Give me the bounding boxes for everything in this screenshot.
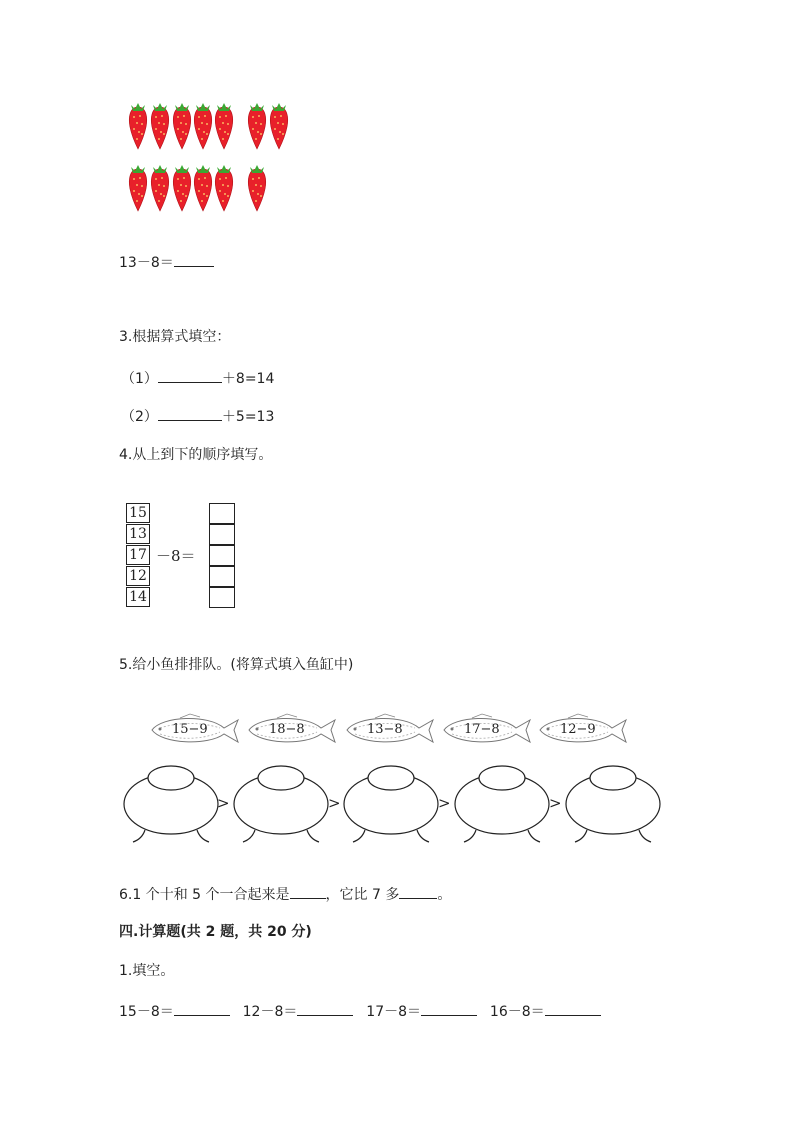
answer-blank[interactable] <box>421 1001 477 1016</box>
q6-text-1: 6.1 个十和 5 个一合起来是 <box>119 887 290 903</box>
item-index: （2） <box>121 409 158 425</box>
fish-label: 13−8 <box>367 722 403 737</box>
greater-than-sign: > <box>217 794 230 812</box>
answer-blank[interactable] <box>290 884 326 899</box>
answer-blank[interactable] <box>545 1001 601 1016</box>
q6-text-3: 。 <box>437 887 452 903</box>
expression: 13－8＝ <box>119 255 174 271</box>
fish-tanks <box>115 760 675 845</box>
fish-label: 15−9 <box>172 722 208 737</box>
answer-blank[interactable] <box>174 1001 230 1016</box>
calc-row <box>119 1001 601 1021</box>
fish-tank <box>455 766 549 842</box>
calc-expression: 16－8＝ <box>489 1004 545 1020</box>
fish-label: 17−8 <box>464 722 500 737</box>
q5-title: 5.给小鱼排排队。(将算式填入鱼缸中) <box>119 657 354 673</box>
fish-label: 12−9 <box>560 722 596 737</box>
fish-tank <box>344 766 438 842</box>
q6 <box>119 884 451 904</box>
answer-blank[interactable] <box>158 406 222 421</box>
number-cell: 15 <box>126 503 150 523</box>
calc-expression: 12－8＝ <box>242 1004 298 1020</box>
q3-item-2 <box>121 406 274 426</box>
answer-blank[interactable] <box>158 368 222 383</box>
fish-row <box>150 712 630 748</box>
fish-label: 18−8 <box>269 722 305 737</box>
q6-text-2: ，它比 7 多 <box>325 887 400 903</box>
answer-blank[interactable] <box>297 1001 353 1016</box>
q4-table <box>126 503 256 609</box>
item-equation: ＋8=14 <box>221 371 275 387</box>
fish-tank <box>566 766 660 842</box>
strawberry-picture <box>120 95 320 215</box>
q3-item-1 <box>121 368 274 388</box>
greater-than-sign: > <box>438 794 451 812</box>
fish-tank <box>234 766 328 842</box>
item-index: （1） <box>121 371 158 387</box>
answer-cell[interactable] <box>209 545 235 566</box>
minus-8-operator: －8＝ <box>156 547 196 565</box>
q3-title: 3.根据算式填空： <box>119 329 231 345</box>
greater-than-sign: > <box>549 794 562 812</box>
answer-cell[interactable] <box>209 566 235 587</box>
calc-expression: 15－8＝ <box>119 1004 174 1020</box>
number-cell: 14 <box>126 587 150 607</box>
question-13-minus-8 <box>119 252 214 272</box>
strawberry-row-1 <box>129 103 287 149</box>
answer-cell[interactable] <box>209 524 235 545</box>
q4-title: 4.从上到下的顺序填写。 <box>119 447 273 463</box>
answer-blank[interactable] <box>399 884 437 899</box>
number-cell: 13 <box>126 524 150 544</box>
calc-title: 1.填空。 <box>119 963 175 979</box>
number-cell: 17 <box>126 545 150 565</box>
answer-cell[interactable] <box>209 587 235 608</box>
strawberry-row-2 <box>129 165 265 211</box>
greater-than-sign: > <box>328 794 341 812</box>
number-cell: 12 <box>126 566 150 586</box>
answer-blank[interactable] <box>174 252 214 267</box>
fish-tank <box>124 766 218 842</box>
section-heading: 四.计算题(共 2 题，共 20 分) <box>119 924 312 940</box>
answer-cell[interactable] <box>209 503 235 524</box>
item-equation: ＋5=13 <box>221 409 275 425</box>
calc-expression: 17－8＝ <box>366 1004 422 1020</box>
